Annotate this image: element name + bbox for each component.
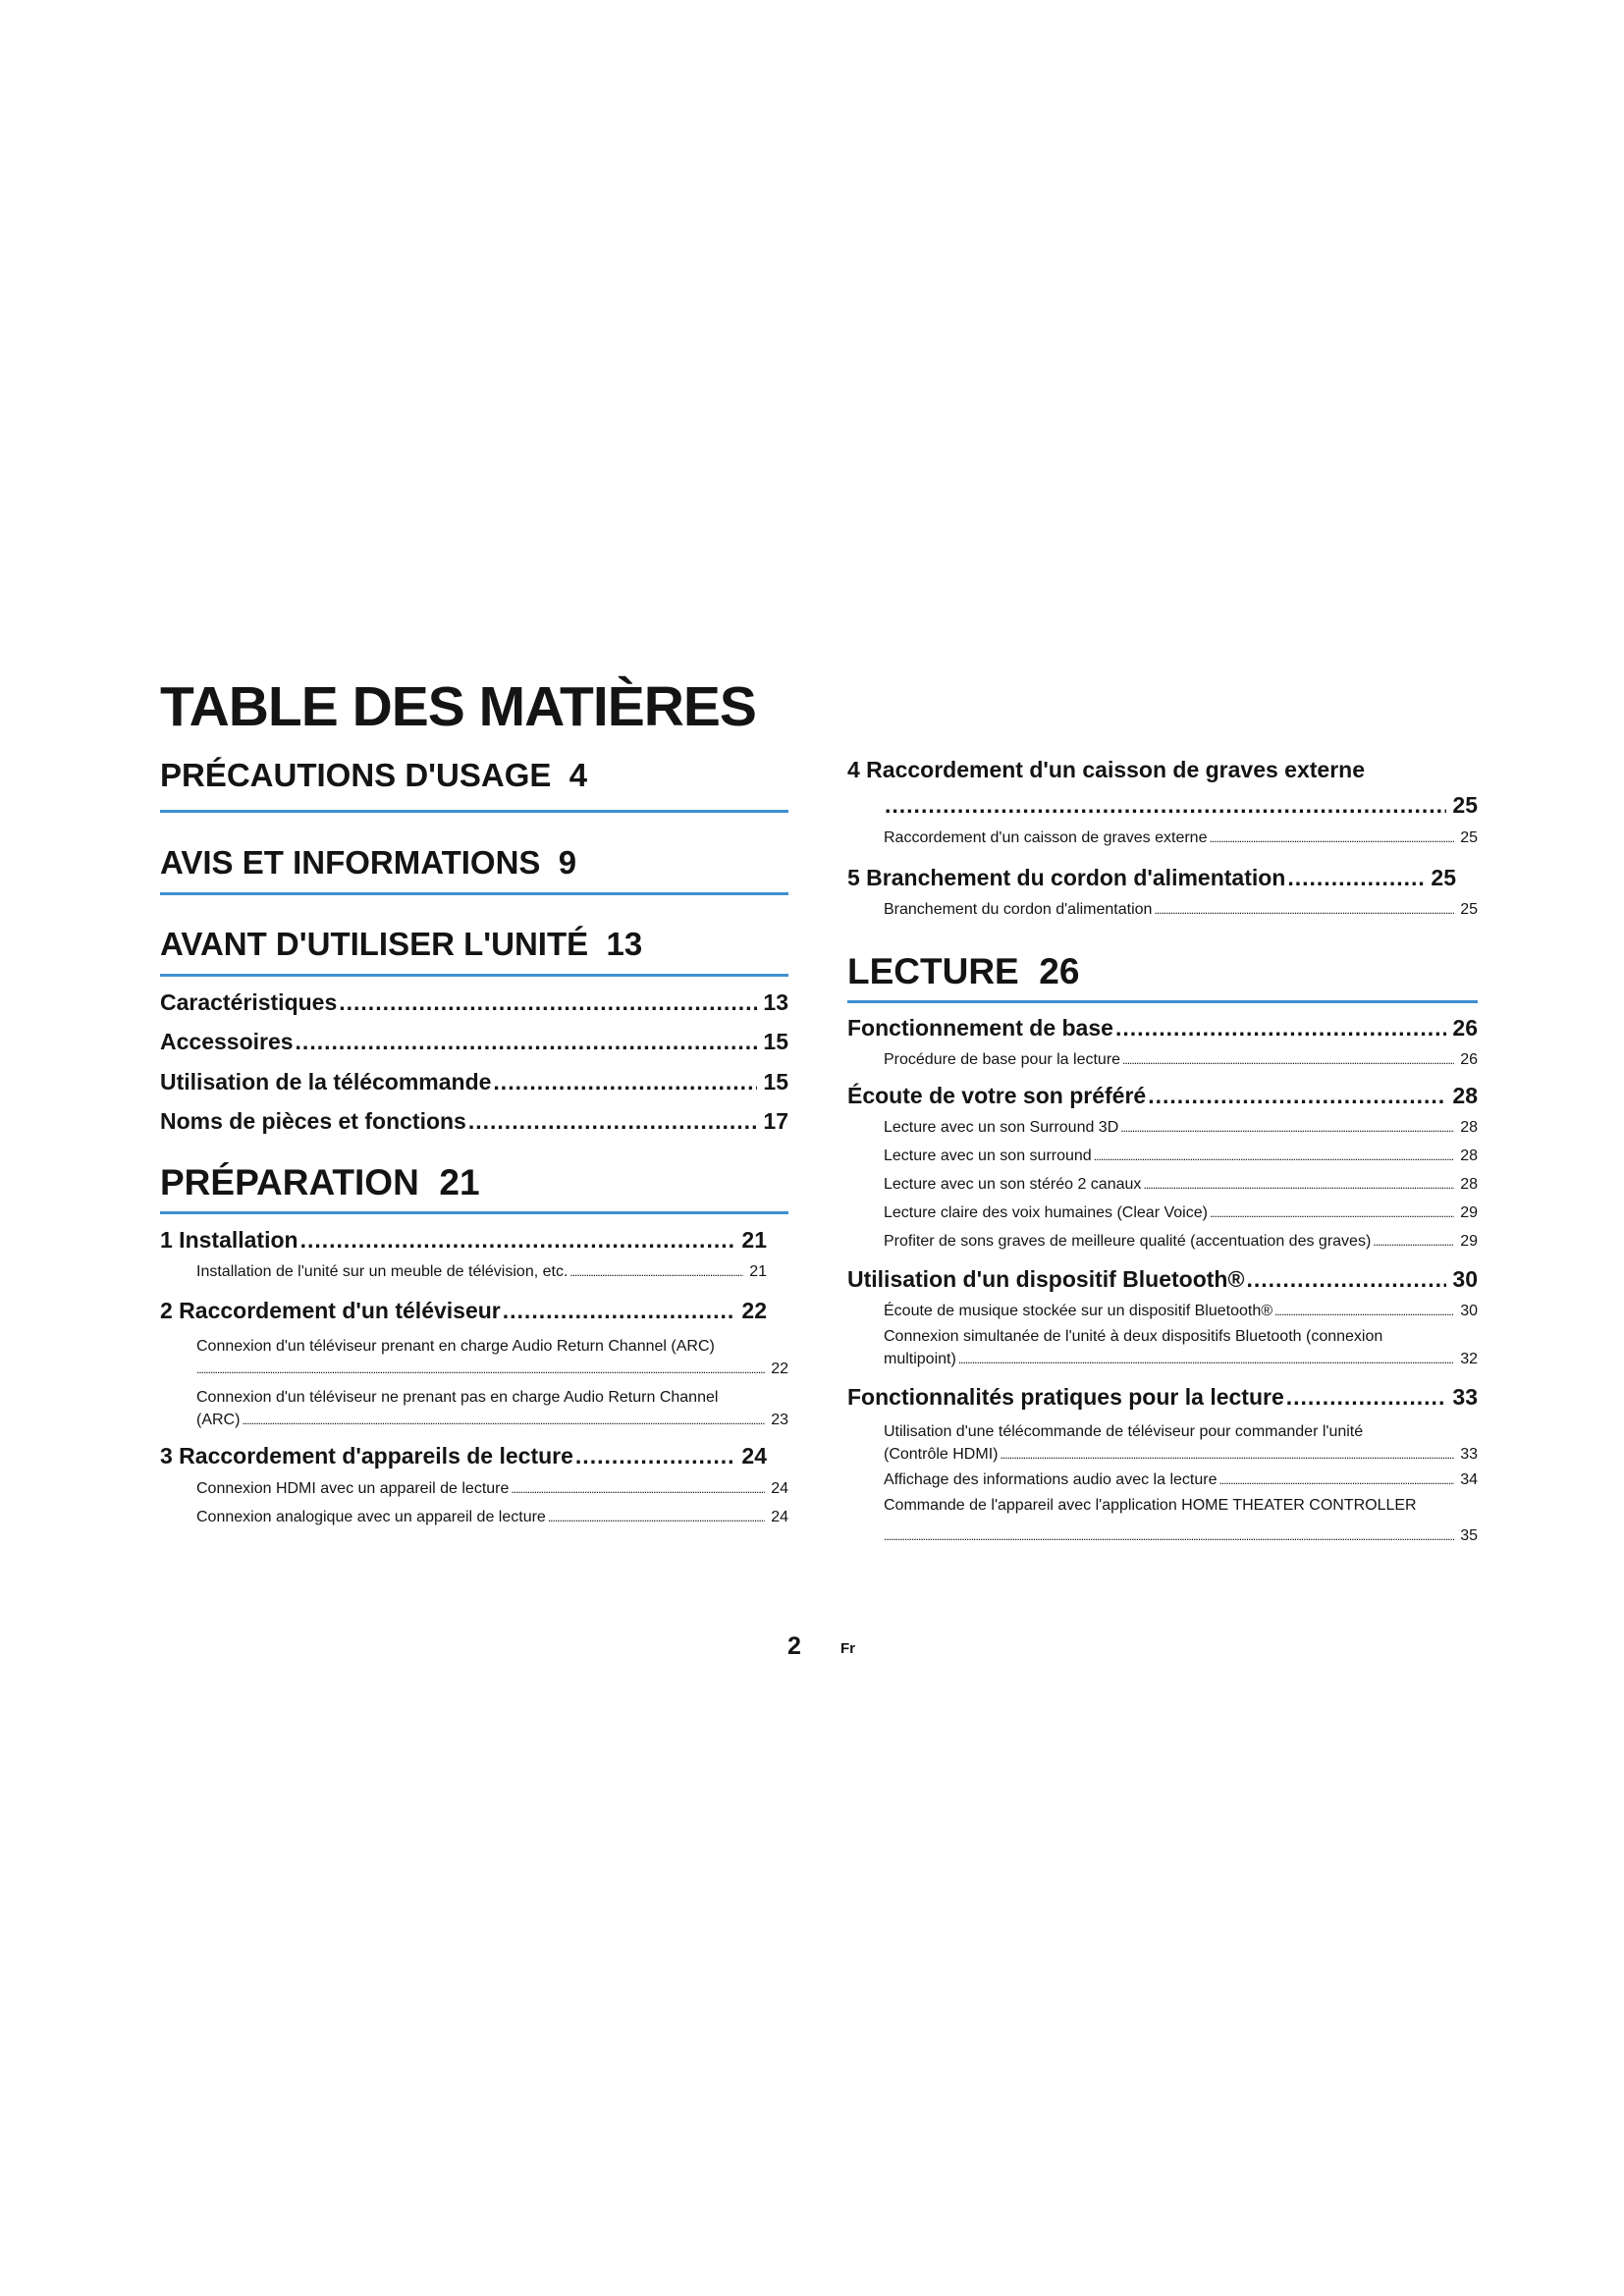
toc-entry-title: 5 Branchement du cordon d'alimentation (847, 865, 1286, 890)
toc-subentry-wrapped[interactable] (884, 1420, 1478, 1467)
dot-leader (1148, 1083, 1446, 1109)
dot-leader (300, 1227, 736, 1254)
toc-entry-page: 24 (741, 1443, 767, 1468)
toc-entry-page: 25 (1452, 792, 1478, 818)
toc-entry-title: 1 Installation (160, 1227, 298, 1253)
toc-subentry[interactable] (884, 1303, 1478, 1320)
dot-leader (1094, 1148, 1455, 1165)
section-page: 26 (1039, 951, 1080, 991)
toc-subentry[interactable] (884, 1233, 1478, 1251)
dot-leader (575, 1443, 735, 1469)
toc-entry-page: 32 (1460, 1351, 1478, 1367)
toc-entry-page: 30 (1452, 1266, 1478, 1292)
toc-entry[interactable] (847, 1083, 1478, 1109)
toc-entry-title-cont: (Contrôle HDMI) (884, 1446, 999, 1463)
section-preparation[interactable] (160, 1164, 788, 1201)
toc-entry-title: Lecture avec un son stéréo 2 canaux (884, 1176, 1142, 1193)
dot-leader (548, 1509, 765, 1526)
dot-leader (1246, 1266, 1446, 1293)
toc-entry-title: Profiter de sons graves de meilleure qualité (accentuation des graves) (884, 1233, 1372, 1250)
toc-entry-title: Caractéristiques (160, 989, 338, 1015)
toc-subentry[interactable] (884, 1471, 1478, 1489)
section-title: LECTURE (847, 951, 1019, 991)
dot-leader (1120, 1119, 1454, 1137)
page-language: Fr (840, 1640, 855, 1657)
dot-leader (1287, 865, 1425, 891)
dot-leader (884, 1524, 1454, 1548)
dot-leader (511, 1480, 765, 1498)
toc-subentry[interactable] (884, 901, 1478, 919)
toc-entry[interactable] (160, 1069, 788, 1095)
toc-entry-page: 23 (771, 1412, 788, 1428)
toc-entry-page: 25 (1460, 829, 1478, 846)
dot-leader (1143, 1176, 1454, 1194)
toc-subentry[interactable] (196, 1509, 788, 1526)
toc-entry[interactable] (847, 1015, 1478, 1041)
toc-entry-continuation (884, 1524, 1478, 1548)
toc-entry-page: 28 (1452, 1083, 1478, 1108)
toc-entry-title: Branchement du cordon d'alimentation (884, 901, 1153, 918)
toc-entry-continuation (196, 1409, 788, 1432)
toc-entry-continuation (884, 1443, 1478, 1467)
toc-entry-page: 17 (763, 1108, 788, 1134)
dot-leader (1373, 1233, 1454, 1251)
toc-entry-title: Utilisation de la télécommande (160, 1069, 492, 1095)
toc-entry-page: 35 (1460, 1527, 1478, 1544)
toc-entry-page: 29 (1460, 1233, 1478, 1250)
dot-leader (1000, 1443, 1454, 1467)
toc-entry[interactable] (160, 1443, 767, 1469)
section-title: AVIS ET INFORMATIONS (160, 844, 541, 881)
toc-entry-page: 34 (1460, 1471, 1478, 1488)
toc-entry-continuation (196, 1358, 788, 1381)
toc-entry-page: 28 (1460, 1176, 1478, 1193)
toc-entry[interactable] (160, 1227, 767, 1254)
page-number: 2 (787, 1632, 801, 1660)
dot-leader (196, 1358, 765, 1381)
section-page: 9 (558, 844, 577, 881)
toc-entry-title: Connexion d'un téléviseur prenant en charge Audio Return Channel (ARC) (196, 1338, 715, 1355)
toc-subentry[interactable] (884, 1204, 1478, 1222)
toc-entry[interactable] (160, 1029, 788, 1055)
section-divider (160, 974, 788, 977)
section-divider (160, 810, 788, 813)
toc-subentry[interactable] (884, 1148, 1478, 1165)
toc-entry[interactable] (847, 1384, 1478, 1411)
section-divider (160, 892, 788, 895)
toc-entry-continuation (847, 794, 1478, 817)
toc-entry-title: Raccordement d'un caisson de graves externe (884, 829, 1208, 846)
section-avant[interactable] (160, 928, 788, 960)
toc-entry-page: 28 (1460, 1119, 1478, 1136)
toc-entry-title: Procédure de base pour la lecture (884, 1051, 1121, 1068)
dot-leader (339, 989, 757, 1016)
toc-entry-title: 4 Raccordement d'un caisson de graves externe (847, 757, 1366, 782)
toc-entry-page: 21 (741, 1227, 767, 1253)
toc-entry-title: Noms de pièces et fonctions (160, 1108, 466, 1134)
toc-entry-page: 26 (1452, 1015, 1478, 1041)
dot-leader (1154, 901, 1454, 919)
dot-leader (468, 1108, 758, 1135)
toc-entry-wrapped[interactable] (847, 759, 1478, 817)
dot-leader (242, 1409, 765, 1432)
toc-entry[interactable] (160, 1108, 788, 1135)
toc-entry-page: 28 (1460, 1148, 1478, 1164)
dot-leader (885, 794, 1446, 817)
toc-subentry-wrapped[interactable] (884, 1494, 1478, 1548)
toc-subentry[interactable] (884, 829, 1478, 847)
toc-entry-page: 25 (1431, 865, 1456, 890)
toc-entry-title: Lecture avec un son surround (884, 1148, 1092, 1164)
toc-entry-title: Lecture avec un son Surround 3D (884, 1119, 1119, 1136)
toc-entry-page: 22 (741, 1298, 767, 1323)
toc-entry-title: Connexion simultanée de l'unité à deux dispositifs Bluetooth (connexion (884, 1328, 1383, 1345)
page-title: TABLE DES MATIÈRES (160, 675, 756, 738)
dot-leader (569, 1263, 743, 1281)
toc-subentry[interactable] (884, 1176, 1478, 1194)
toc-entry-page: 29 (1460, 1204, 1478, 1221)
dot-leader (1274, 1303, 1454, 1320)
section-title: PRÉCAUTIONS D'USAGE (160, 757, 552, 793)
section-lecture[interactable] (847, 953, 1478, 989)
section-page: 13 (606, 926, 643, 962)
section-precautions[interactable] (160, 759, 788, 791)
section-title: PRÉPARATION (160, 1162, 419, 1202)
section-page: 21 (439, 1162, 480, 1202)
toc-subentry-wrapped[interactable] (196, 1386, 788, 1432)
toc-entry-title-cont: (ARC) (196, 1412, 241, 1428)
toc-subentry[interactable] (196, 1480, 788, 1498)
toc-entry-title: Accessoires (160, 1029, 294, 1054)
toc-subentry-wrapped[interactable] (884, 1325, 1478, 1371)
toc-entry-title: Utilisation d'un dispositif Bluetooth® (847, 1266, 1245, 1292)
toc-entry[interactable] (847, 1266, 1478, 1293)
toc-entry-continuation (884, 1348, 1478, 1371)
toc-subentry[interactable] (884, 1051, 1478, 1069)
toc-entry-title: 3 Raccordement d'appareils de lecture (160, 1443, 573, 1468)
toc-entry-title: Lecture claire des voix humaines (Clear Voice) (884, 1204, 1208, 1221)
toc-entry-page: 22 (771, 1361, 788, 1377)
dot-leader (1218, 1471, 1454, 1489)
dot-leader (1286, 1384, 1447, 1411)
toc-entry[interactable] (847, 865, 1456, 891)
toc-entry-title: Commande de l'appareil avec l'application HOME THEATER CONTROLLER (884, 1497, 1417, 1514)
toc-entry-page: 25 (1460, 901, 1478, 918)
toc-entry-page: 24 (771, 1509, 788, 1525)
section-divider (160, 1211, 788, 1214)
toc-entry-page: 26 (1460, 1051, 1478, 1068)
dot-leader (1210, 1204, 1454, 1222)
toc-entry-title: Connexion analogique avec un appareil de lecture (196, 1509, 546, 1525)
toc-entry-title: Écoute de votre son préféré (847, 1083, 1147, 1108)
toc-subentry-wrapped[interactable] (196, 1335, 788, 1381)
toc-entry-title: Fonctionnement de base (847, 1015, 1113, 1041)
toc-entry-page: 15 (763, 1029, 788, 1054)
toc-entry-page: 24 (771, 1480, 788, 1497)
dot-leader (958, 1348, 1454, 1371)
toc-entry-title: Fonctionnalités pratiques pour la lecture (847, 1384, 1284, 1410)
toc-subentry[interactable] (196, 1263, 767, 1281)
toc-entry-page: 15 (763, 1069, 788, 1095)
toc-entry-page: 13 (763, 989, 788, 1015)
toc-entry-page: 33 (1460, 1446, 1478, 1463)
dot-leader (503, 1298, 736, 1324)
section-page: 4 (568, 757, 588, 793)
toc-entry-title: 2 Raccordement d'un téléviseur (160, 1298, 501, 1323)
toc-entry[interactable] (160, 989, 788, 1016)
dot-leader (1209, 829, 1454, 847)
section-avis[interactable] (160, 846, 788, 879)
toc-entry-title: Connexion d'un téléviseur ne prenant pas en charge Audio Return Channel (196, 1389, 719, 1406)
toc-entry-page: 30 (1460, 1303, 1478, 1319)
toc-entry-title: Connexion HDMI avec un appareil de lecture (196, 1480, 510, 1497)
toc-entry-title: Installation de l'unité sur un meuble de télévision, etc. (196, 1263, 568, 1280)
toc-entry-page: 33 (1452, 1384, 1478, 1410)
toc-entry-title: Affichage des informations audio avec la lecture (884, 1471, 1218, 1488)
dot-leader (296, 1029, 758, 1055)
dot-leader (1115, 1015, 1446, 1041)
toc-entry-page: 21 (749, 1263, 767, 1280)
section-divider (847, 1000, 1478, 1003)
dot-leader (1122, 1051, 1454, 1069)
dot-leader (493, 1069, 757, 1095)
section-title: AVANT D'UTILISER L'UNITÉ (160, 926, 589, 962)
toc-entry-title: Écoute de musique stockée sur un dispositif Bluetooth® (884, 1303, 1273, 1319)
toc-entry-title-cont: multipoint) (884, 1351, 956, 1367)
toc-entry-title: Utilisation d'une télécommande de téléviseur pour commander l'unité (884, 1423, 1364, 1440)
toc-entry[interactable] (160, 1298, 767, 1324)
toc-subentry[interactable] (884, 1119, 1478, 1137)
